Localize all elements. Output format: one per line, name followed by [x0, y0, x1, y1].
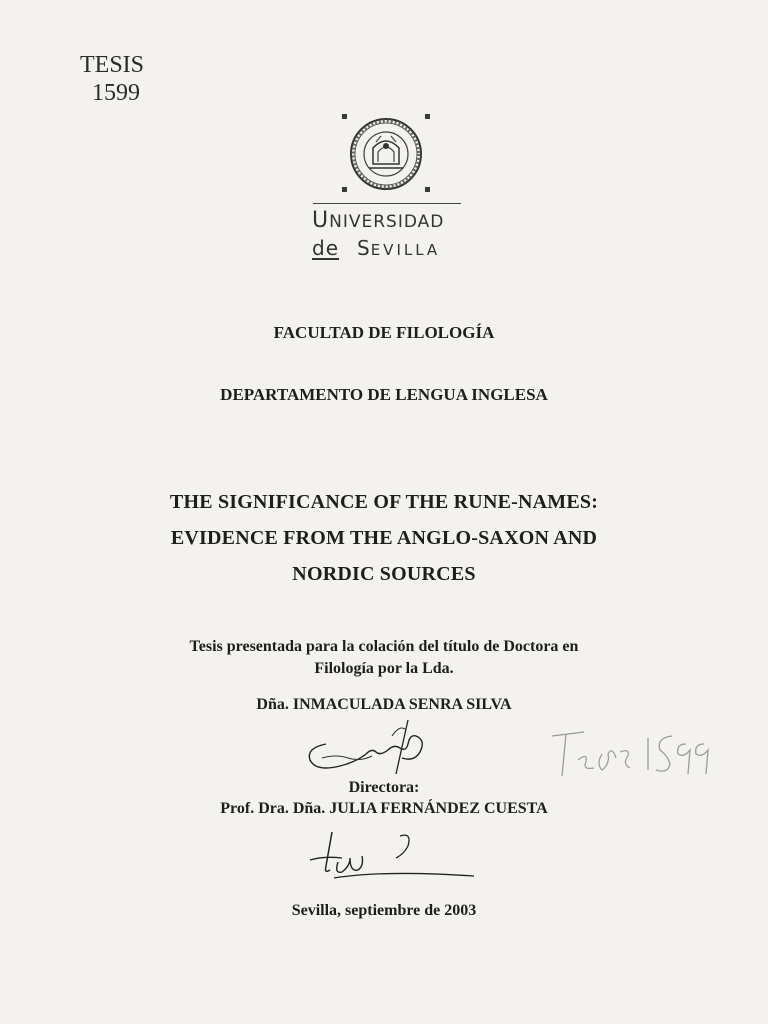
- place-and-date: Sevilla, septiembre de 2003: [291, 902, 477, 919]
- logo-text-universidad: [312, 208, 444, 233]
- logo-divider: [313, 203, 461, 204]
- department-heading: DEPARTAMENTO DE LENGUA INGLESA: [220, 385, 548, 404]
- faculty-heading: FACULTAD DE FILOLOGÍA: [273, 323, 495, 342]
- subtitle-line-2: Filología por la Lda.: [314, 660, 454, 677]
- thesis-subtitle: [0, 636, 768, 680]
- pencil-note: [544, 724, 714, 784]
- logo-de: de: [312, 236, 339, 260]
- director-label: Directora:: [348, 779, 420, 796]
- author-name: Dña. INMACULADA SENRA SILVA: [256, 696, 512, 713]
- university-seal-icon: [335, 112, 440, 198]
- title-line-3: NORDIC SOURCES: [292, 563, 476, 585]
- logo-university-rest: NIVERSIDAD: [329, 212, 445, 232]
- logo-text-sevilla: [312, 236, 440, 260]
- author-signature: [296, 714, 438, 778]
- title-line-2: EVIDENCE FROM THE ANGLO-SAXON AND: [170, 527, 598, 549]
- logo-city-rest: EVILLA: [370, 241, 441, 259]
- director-signature: [304, 828, 480, 890]
- stamp-line-1: TESIS: [80, 52, 145, 78]
- stamp-line-2: 1599: [92, 80, 140, 106]
- logo-university-initial: U: [312, 208, 330, 233]
- logo-city-initial: S: [357, 236, 371, 260]
- thesis-title: [0, 484, 768, 592]
- subtitle-line-1: Tesis presentada para la colación del título de Doctora en: [189, 638, 579, 655]
- thesis-stamp: [80, 51, 144, 107]
- title-line-1: THE SIGNIFICANCE OF THE RUNE-NAMES:: [169, 491, 599, 513]
- director-name: Prof. Dra. Dña. JULIA FERNÁNDEZ CUESTA: [220, 800, 548, 817]
